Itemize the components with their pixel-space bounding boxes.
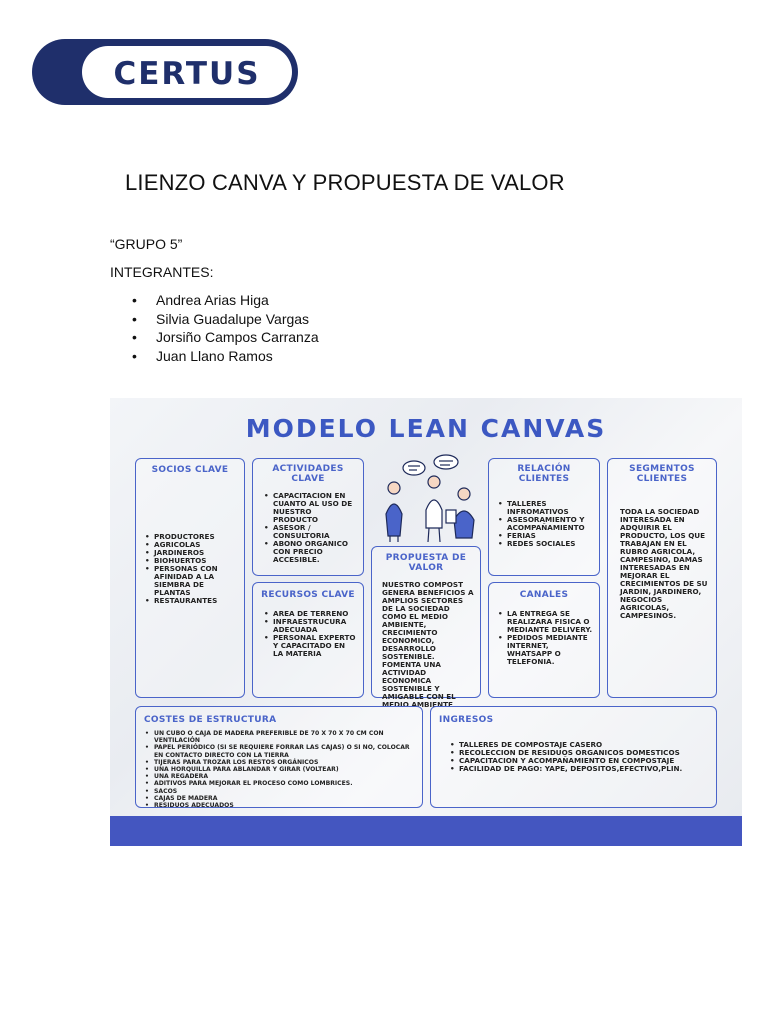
actividades-clave-title: ACTIVIDADES CLAVE bbox=[272, 464, 344, 484]
list-item: • UN CUBO O CAJA DE MADERA PREFERIBLE DE 70 X 70 X 70 CM CON VENTILACIÓN bbox=[144, 730, 418, 744]
recursos-clave-title: RECURSOS CLAVE bbox=[261, 590, 355, 600]
list-item: • RESIDUOS ADECUADOS bbox=[144, 802, 418, 809]
list-item: • PEDIDOS MEDIANTE INTERNET, WHATSAPP O TELEFONIA. bbox=[497, 634, 593, 666]
propuesta-valor-box bbox=[371, 546, 481, 709]
recursos-clave-list bbox=[263, 610, 357, 658]
members-list bbox=[132, 291, 319, 365]
segmentos-clientes-title: SEGMENTOS CLIENTES bbox=[629, 464, 695, 484]
list-item: • CAPACITACION Y ACOMPAÑAMIENTO EN COMPOSTAJE bbox=[449, 757, 710, 765]
socios-clave-title: SOCIOS CLAVE bbox=[151, 465, 229, 475]
list-item: • PAPEL PERIÓDICO (SI SE REQUIERE FORRAR LAS CAJAS) O SI NO, COLOCAR EN CONTACTO DIRECTO CON LA TIERRA bbox=[144, 744, 418, 758]
list-item: • INFRAESTRUCURA ADECUADA bbox=[263, 618, 357, 634]
list-item: • RESTAURANTES bbox=[144, 597, 238, 605]
list-item: • UNA HORQUILLA PARA ABLANDAR Y GIRAR (VOLTEAR) bbox=[144, 766, 418, 773]
list-item: • ABONO ORGANICO CON PRECIO ACCESIBLE. bbox=[263, 540, 357, 564]
list-item: • ASESORAMIENTO Y ACOMPAÑAMIENTO bbox=[497, 516, 595, 532]
socios-clave-box bbox=[135, 458, 245, 698]
segmentos-clientes-box bbox=[607, 458, 717, 698]
propuesta-valor-title: PROPUESTA DE VALOR bbox=[385, 553, 467, 573]
list-item: • TIJERAS PARA TROZAR LOS RESTOS ORGÁNICOS bbox=[144, 759, 418, 766]
list-item: • AREA DE TERRENO bbox=[263, 610, 357, 618]
list-item: • JARDINEROS bbox=[144, 549, 238, 557]
ingresos-box bbox=[430, 706, 717, 808]
list-item: • AGRICOLAS bbox=[144, 541, 238, 549]
group-name: “GRUPO 5” bbox=[110, 236, 183, 252]
recursos-clave-box bbox=[252, 582, 364, 698]
ingresos-list bbox=[449, 741, 710, 773]
propuesta-valor-text: NUESTRO COMPOST GENERA BENEFICIOS A AMPLIOS SECTORES DE LA SOCIEDAD COMO EL MEDIO AMBIENTE, CRECIMIENTO ECONOMICO, DESARROLLO SOSTENIBLE. FOMENTA UNA ACTIVIDAD ECONOMICA SOSTENIBLE Y AMIGABLE CON EL MEDIO AMBIENTE bbox=[382, 580, 474, 709]
canales-list bbox=[497, 610, 593, 666]
canales-box bbox=[488, 582, 600, 698]
canales-title: CANALES bbox=[519, 590, 569, 600]
document-title: LIENZO CANVA Y PROPUESTA DE VALOR bbox=[125, 170, 565, 195]
canvas-title: MODELO LEAN CANVAS bbox=[245, 414, 607, 443]
socios-clave-list bbox=[144, 533, 238, 605]
ingresos-title: INGRESOS bbox=[439, 715, 494, 725]
member-item: • Jorsiño Campos Carranza bbox=[132, 328, 319, 347]
list-item: • BIOHUERTOS bbox=[144, 557, 238, 565]
list-item: • FERIAS bbox=[497, 532, 595, 540]
list-item: • PRODUCTORES bbox=[144, 533, 238, 541]
list-item: • PERSONAS CON AFINIDAD A LA SIEMBRA DE PLANTAS bbox=[144, 565, 238, 597]
canvas-footer-bar bbox=[110, 816, 742, 846]
list-item: • REDES SOCIALES bbox=[497, 540, 595, 548]
list-item: • ASESOR / CONSULTORIA bbox=[263, 524, 357, 540]
list-item: • CAJAS DE MADERA bbox=[144, 795, 418, 802]
member-item: • Andrea Arias Higa bbox=[132, 291, 319, 310]
list-item: • TALLERES INFROMATIVOS bbox=[497, 500, 595, 516]
segmentos-clientes-text: TODA LA SOCIEDAD INTERESADA EN ADQUIRIR EL PRODUCTO, LOS QUE TRABAJAN EN EL RUBRO AGRICOLA, CAMPESINO, DAMAS INTERESADAS EN MEJORAR EL CRECIMIENTOS DE SU JARDIN, JARDINERO, NEGOCIOS AGRICOLAS, CAMPESINOS. bbox=[620, 507, 708, 620]
list-item: • SACOS bbox=[144, 788, 418, 795]
people-illustration-icon bbox=[372, 454, 482, 544]
costes-estructura-box bbox=[135, 706, 423, 808]
list-item: • RECOLECCION DE RESIDUOS ORGANICOS DOMESTICOS bbox=[449, 749, 710, 757]
actividades-clave-box bbox=[252, 458, 364, 576]
list-item: • LA ENTREGA SE REALIZARA FISICA O MEDIANTE DELIVERY. bbox=[497, 610, 593, 634]
list-item: • FACILIDAD DE PAGO: YAPE, DEPOSITOS,EFECTIVO,PLIN. bbox=[449, 765, 710, 773]
list-item: • TALLERES DE COMPOSTAJE CASERO bbox=[449, 741, 710, 749]
relacion-clientes-title: RELACIÓN CLIENTES bbox=[517, 464, 571, 484]
list-item: • UNA REGADERA bbox=[144, 773, 418, 780]
relacion-clientes-list bbox=[497, 500, 595, 548]
members-label: INTEGRANTES: bbox=[110, 264, 214, 280]
relacion-clientes-box bbox=[488, 458, 600, 576]
member-item: • Silvia Guadalupe Vargas bbox=[132, 310, 319, 329]
list-item: • ADITIVOS PARA MEJORAR EL PROCESO COMO LOMBRICES. bbox=[144, 780, 418, 787]
certus-logo bbox=[30, 37, 300, 107]
costes-estructura-title: COSTES DE ESTRUCTURA bbox=[144, 715, 277, 725]
member-item: • Juan Llano Ramos bbox=[132, 347, 319, 366]
actividades-clave-list bbox=[263, 492, 357, 564]
list-item: • PERSONAL EXPERTO Y CAPACITADO EN LA MATERIA bbox=[263, 634, 357, 658]
lean-canvas-image bbox=[110, 398, 742, 846]
costes-estructura-list bbox=[144, 730, 418, 809]
svg-text:CERTUS: CERTUS bbox=[113, 56, 261, 92]
list-item: • CAPACITACION EN CUANTO AL USO DE NUESTRO PRODUCTO bbox=[263, 492, 357, 524]
